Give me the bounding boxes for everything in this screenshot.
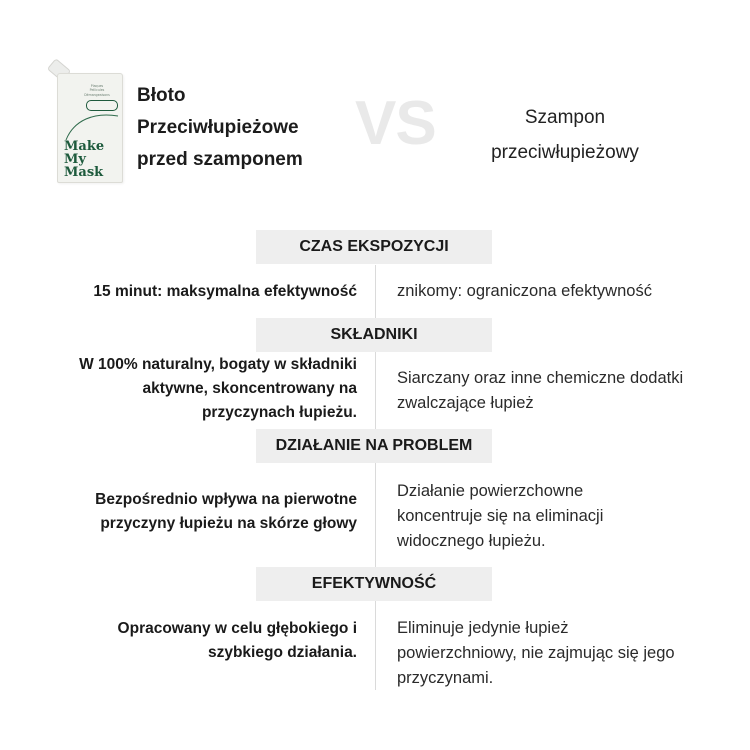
competitor-ingredients-text: Siarczany oraz inne chemiczne dodatki zwalczające łupież — [397, 369, 684, 412]
competitor-title: Szampon przeciwłupieżowy — [491, 107, 639, 163]
product-action-text: Bezpośrednio wpływa na pierwotne przyczyny łupieżu na skórze głowy — [95, 491, 357, 532]
pouch-brand-logo: Make My Mask — [64, 139, 105, 180]
competitor-effectiveness-text: Eliminuje jedynie łupież powierzchniowy, nie zajmując się jego przyczynami. — [397, 619, 675, 687]
section-header-exposure-time: CZAS EKSPOZYCJI — [256, 230, 492, 264]
pouch-body — [57, 73, 123, 183]
product-effectiveness-text: Opracowany w celu głębokiego i szybkiego działania. — [117, 620, 357, 661]
pouch-fine-text: Plaques Pellicules Démangeaisons — [84, 84, 110, 97]
section-header-action: DZIAŁANIE NA PROBLEM — [256, 429, 492, 463]
vs-label: VS — [355, 89, 436, 158]
section-header-ingredients: SKŁADNIKI — [256, 318, 492, 352]
competitor-exposure-text: znikomy: ograniczona efektywność — [397, 282, 652, 300]
product-exposure-text: 15 minut: maksymalna efektywność — [93, 283, 357, 300]
competitor-action-text: Działanie powierzchowne koncentruje się na eliminacji widocznego łupieżu. — [397, 482, 604, 550]
product-pouch-image — [55, 65, 123, 183]
section-header-effectiveness: EFEKTYWNOŚĆ — [256, 567, 492, 601]
product-title: Błoto Przeciwłupieżowe przed szamponem — [137, 85, 303, 170]
product-ingredients-text: W 100% naturalny, bogaty w składniki aktywne, skoncentrowany na przyczynach łupieżu. — [79, 356, 357, 421]
